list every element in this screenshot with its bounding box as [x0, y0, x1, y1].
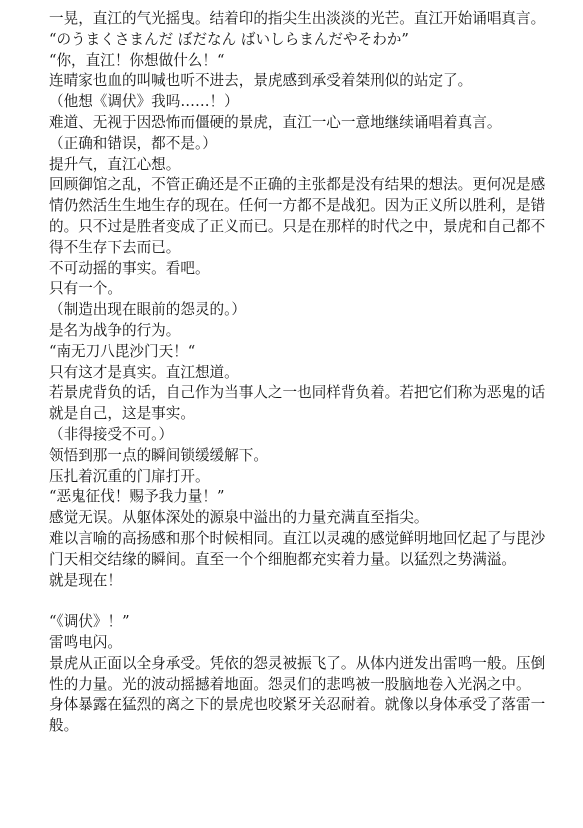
text-line: 回顾御馆之乱，不管正确还是不正确的主张都是没有结果的想法。更何况是感情仍然活生生地生存的现在。任何一方都不是战犯。因为正义所以胜利，是错的。只不过是胜者变成了正义而已。只是在那样的时代之中，景虎和自己都不得不生存下去而已。 [49, 176, 546, 256]
text-line: 感觉无误。从躯体深处的源泉中溢出的力量充满直至指尖。 [49, 509, 429, 527]
document-body [49, 9, 549, 737]
text-line: “のうまくさまんだ ぼだなん ばいしらまんだやそわか” [49, 30, 409, 48]
text-line: 领悟到那一点的瞬间锁缓缓解下。 [49, 446, 268, 464]
text-line: 压扎着沉重的门扉打开。 [49, 467, 210, 485]
text-line: （他想《调伏》我吗……！） [49, 93, 239, 111]
blank-line [49, 591, 549, 612]
text-line: “你，直江！你想做什么！“ [49, 51, 225, 69]
text-line: 景虎从正面以全身承受。凭依的怨灵被振飞了。从体内迸发出雷鸣一般。压倒性的力量。光的波动摇撼着地面。怨灵们的悲鸣被一股脑地卷入光涡之中。 [49, 654, 546, 693]
text-line: 只有一个。 [49, 280, 122, 298]
text-line: （非得接受不可。） [49, 425, 174, 443]
text-line: 只有这才是真实。直江想道。 [49, 363, 239, 381]
text-line: 连晴家也血的叫喊也听不进去，景虎感到承受着桀刑似的站定了。 [49, 72, 473, 90]
text-line: “恶鬼征伐！赐予我力量！” [49, 488, 225, 506]
text-line: 不可动摇的事实。看吧。 [49, 259, 210, 277]
text-line: 是名为战争的行为。 [49, 321, 181, 339]
text-line: 若景虎背负的话，自己作为当事人之一也同样背负着。若把它们称为恶鬼的话就是自己，这是事实。 [49, 384, 546, 423]
text-line: 难以言喻的高扬感和那个时候相同。直江以灵魂的感觉鲜明地回忆起了与毘沙门天相交结缘的瞬间。直至一个个细胞都充实着力量。以猛烈之势满溢。 [49, 529, 546, 568]
text-line: 提升气，直江心想。 [49, 155, 181, 173]
text-line: 一晃，直江的气光摇曳。结着印的指尖生出淡淡的光芒。直江开始诵唱真言。 [49, 10, 546, 27]
text-line: （正确和错误，都不是。） [49, 134, 217, 152]
text-line: 就是现在！ [49, 571, 122, 589]
text-line: 雷鸣电闪。 [49, 633, 122, 651]
text-line: “南无刀八毘沙门天！“ [49, 342, 196, 360]
text-line: 身体暴露在猛烈的离之下的景虎也咬紧牙关忍耐着。就像以身体承受了落雷一般。 [49, 696, 546, 735]
text-line: 难道、无视于因恐怖而僵硬的景虎，直江一心一意地继续诵唱着真言。 [49, 113, 502, 131]
text-line: “《调伏》！” [49, 613, 130, 631]
text-line: （制造出现在眼前的怨灵的。） [49, 301, 247, 319]
